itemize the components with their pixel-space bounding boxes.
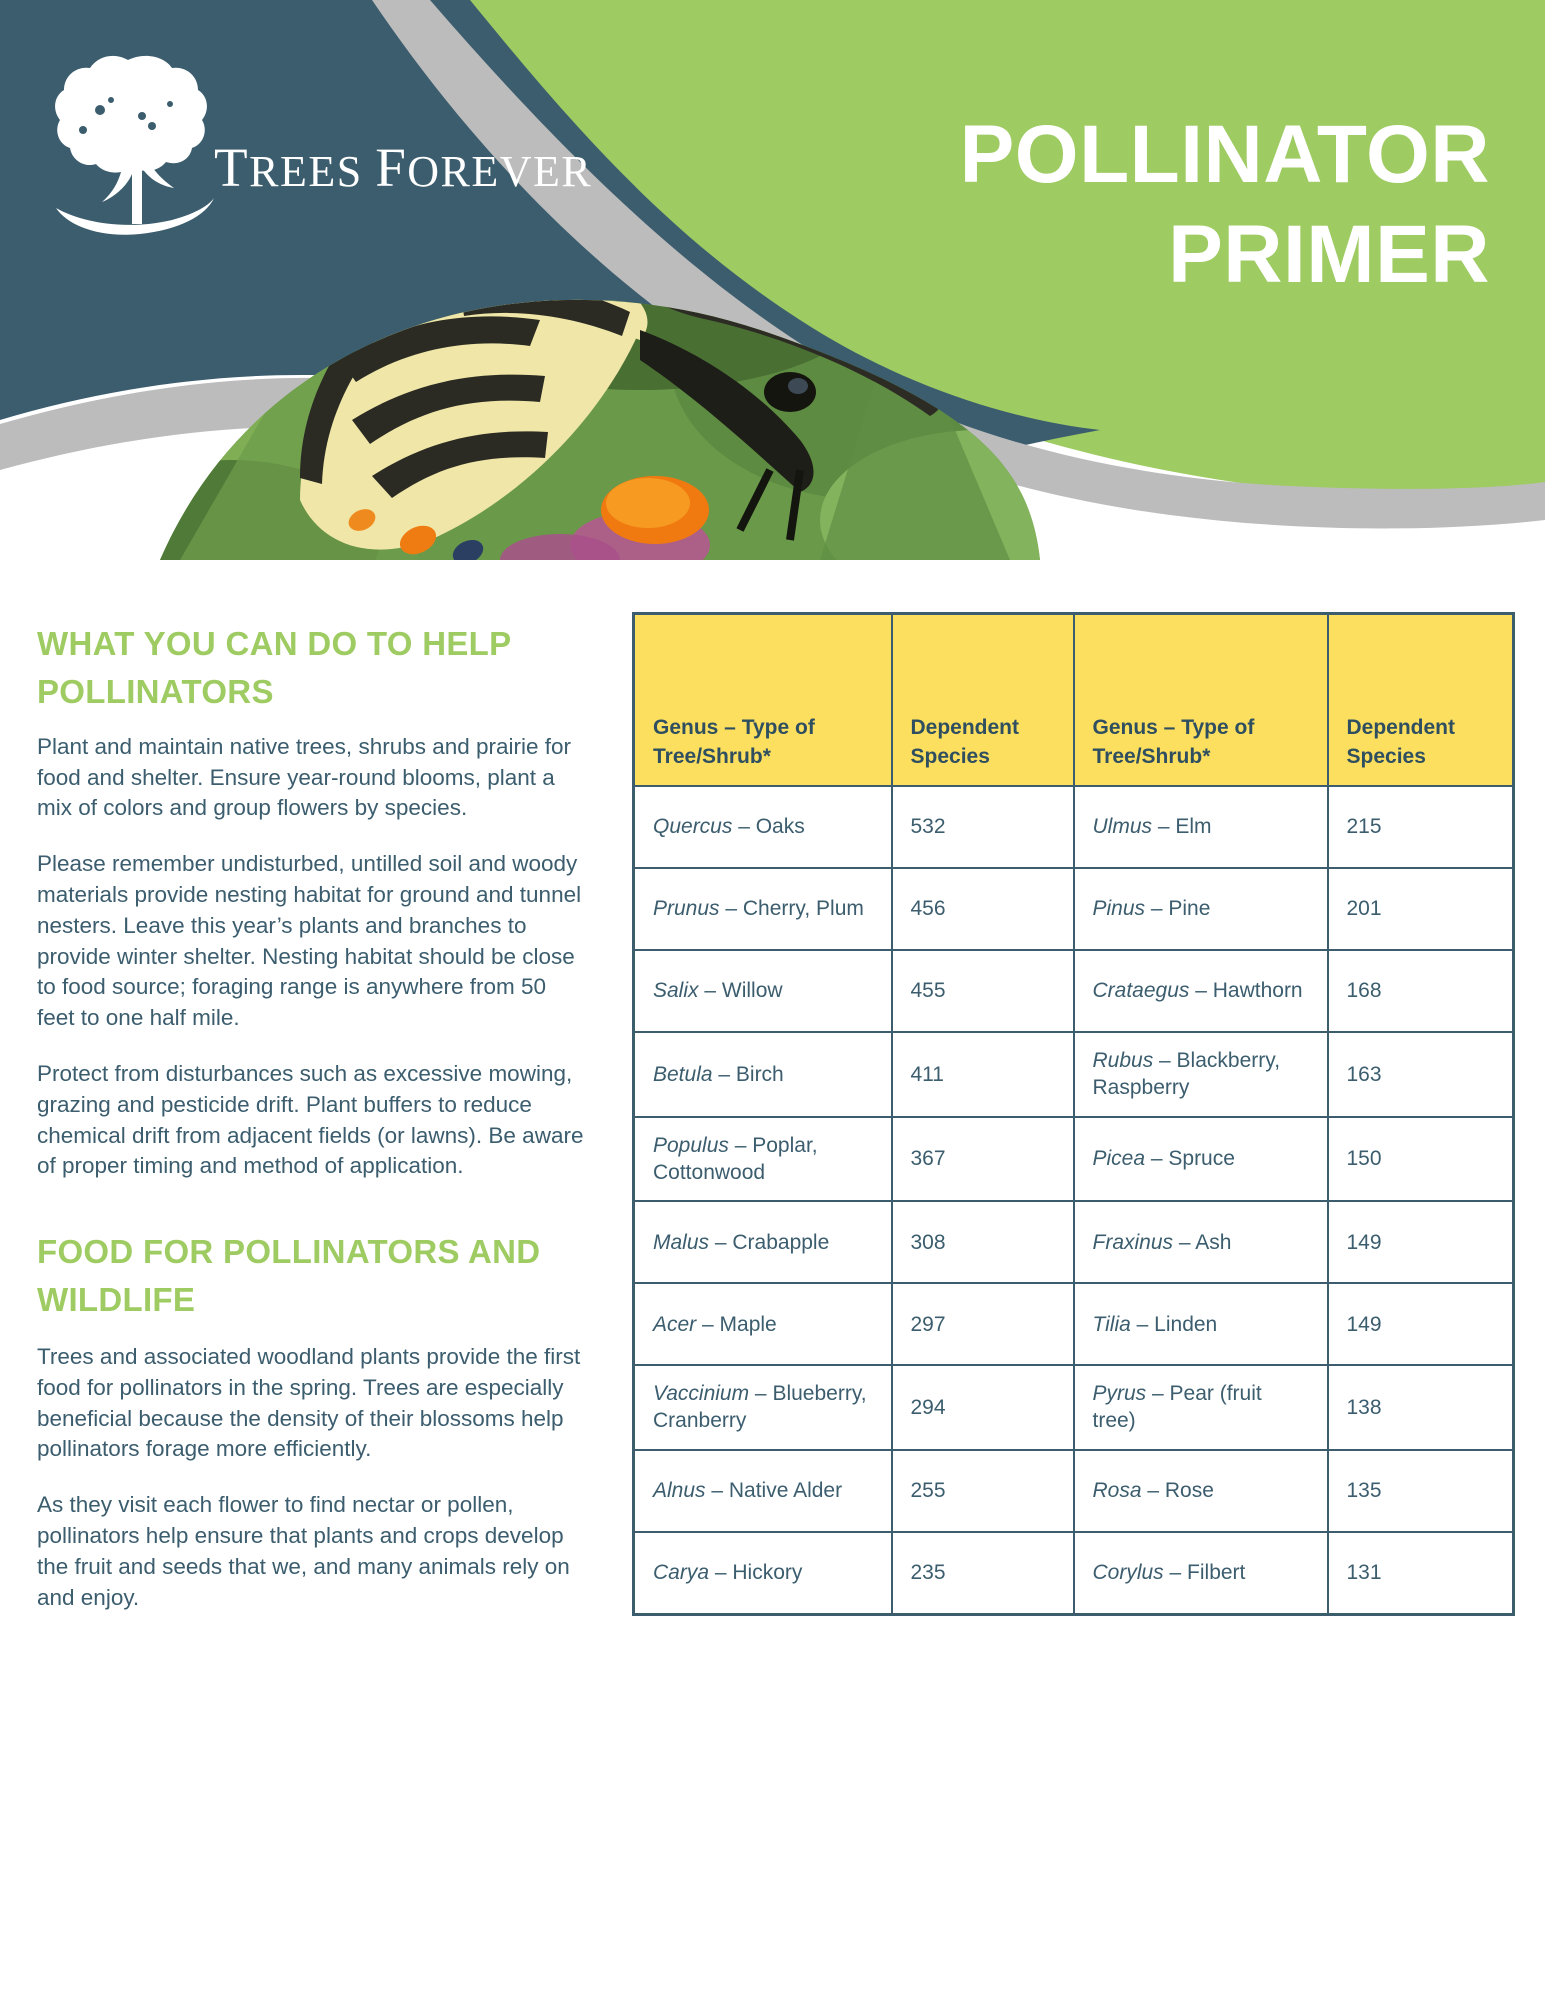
table-row <box>634 1032 1514 1117</box>
section-heading-what-you-can-do: WHAT YOU CAN DO TO HELP POLLINATORS <box>37 625 511 710</box>
cell-count-right: 135 <box>1328 1450 1514 1532</box>
cell-count-right: 168 <box>1328 950 1514 1032</box>
cell-count-right: 131 <box>1328 1532 1514 1615</box>
genus-name: Tilia <box>1092 1312 1131 1336</box>
table-row <box>634 1450 1514 1532</box>
cell-genus-right: Rosa – Rose <box>1074 1450 1328 1532</box>
cell-genus-right: Fraxinus – Ash <box>1074 1201 1328 1283</box>
cell-count-left: 411 <box>892 1032 1074 1117</box>
column-header-genus-right: Genus – Type of Tree/Shrub* <box>1074 614 1328 787</box>
dependent-species-table-wrapper <box>632 612 1512 1616</box>
cell-genus-left: Vaccinium – Blueberry, Cranberry <box>634 1365 892 1450</box>
genus-name: Alnus <box>653 1479 706 1503</box>
genus-name: Fraxinus <box>1092 1230 1174 1254</box>
cell-genus-left: Malus – Crabapple <box>634 1201 892 1283</box>
cell-genus-right: Pinus – Pine <box>1074 868 1328 950</box>
table-row <box>634 1201 1514 1283</box>
table-row <box>634 786 1514 868</box>
genus-name: Acer <box>653 1312 697 1336</box>
dependent-species-table <box>632 612 1515 1616</box>
genus-name: Rubus <box>1092 1049 1154 1072</box>
genus-name: Malus <box>653 1230 710 1254</box>
cell-count-left: 455 <box>892 950 1074 1032</box>
cell-genus-left: Populus – Poplar, Cottonwood <box>634 1117 892 1202</box>
left-text-column <box>37 620 585 1638</box>
trees-forever-logo <box>38 48 593 248</box>
page-header-banner <box>0 0 1545 560</box>
cell-count-left: 308 <box>892 1201 1074 1283</box>
cell-genus-left: Acer – Maple <box>634 1283 892 1365</box>
genus-name: Carya <box>653 1561 710 1585</box>
genus-name: Pyrus <box>1092 1382 1147 1406</box>
logo-text-trees: REES <box>249 147 363 196</box>
table-row <box>634 868 1514 950</box>
logo-wordmark: TREES FOREVER <box>214 137 593 198</box>
page-title <box>630 105 1490 305</box>
cell-genus-right: Picea – Spruce <box>1074 1117 1328 1202</box>
cell-genus-left: Prunus – Cherry, Plum <box>634 868 892 950</box>
cell-count-left: 367 <box>892 1117 1074 1202</box>
section-heading-food-for-pollinators: FOOD FOR POLLINATORS AND WILDLIFE <box>37 1233 541 1319</box>
genus-name: Salix <box>653 979 699 1003</box>
genus-name: Pinus <box>1092 897 1146 921</box>
table-row <box>634 1365 1514 1450</box>
cell-count-right: 149 <box>1328 1283 1514 1365</box>
logo-text-forever: OREVER <box>407 147 593 196</box>
genus-name: Corylus <box>1092 1561 1164 1585</box>
table-row <box>634 1532 1514 1615</box>
cell-genus-left: Betula – Birch <box>634 1032 892 1117</box>
table-row <box>634 1283 1514 1365</box>
genus-name: Betula <box>653 1062 713 1086</box>
cell-count-right: 215 <box>1328 786 1514 868</box>
cell-genus-right: Rubus – Blackberry, Raspberry <box>1074 1032 1328 1117</box>
cell-count-right: 163 <box>1328 1032 1514 1117</box>
cell-genus-right: Crataegus – Hawthorn <box>1074 950 1328 1032</box>
genus-name: Quercus <box>653 815 733 839</box>
page-title-line1: POLLINATOR <box>959 109 1490 200</box>
cell-count-left: 456 <box>892 868 1074 950</box>
cell-genus-left: Quercus – Oaks <box>634 786 892 868</box>
cell-genus-right: Ulmus – Elm <box>1074 786 1328 868</box>
column-header-dependent-species-left: Dependent Species <box>892 614 1074 787</box>
cell-count-right: 138 <box>1328 1365 1514 1450</box>
cell-count-left: 532 <box>892 786 1074 868</box>
cell-count-left: 235 <box>892 1532 1074 1615</box>
genus-name: Ulmus <box>1092 815 1153 839</box>
paragraph-visit-each-flower: As they visit each flower to find nectar or pollen, pollinators help ensure that plants and crops develop the fruit and seeds that we, and many animals rely on and enjoy. <box>37 1492 570 1610</box>
cell-count-right: 149 <box>1328 1201 1514 1283</box>
cell-count-right: 150 <box>1328 1117 1514 1202</box>
paragraph-plant-and-maintain: Plant and maintain native trees, shrubs and prairie for food and shelter. Ensure year-round blooms, plant a mix of colors and group flowers by species. <box>37 733 572 821</box>
genus-name: Prunus <box>653 897 720 921</box>
cell-genus-right: Pyrus – Pear (fruit tree) <box>1074 1365 1328 1450</box>
column-header-genus-left: Genus – Type of Tree/Shrub* <box>634 614 892 787</box>
column-header-dependent-species-right: Dependent Species <box>1328 614 1514 787</box>
genus-name: Populus <box>653 1133 729 1157</box>
cell-count-left: 297 <box>892 1283 1074 1365</box>
cell-genus-left: Carya – Hickory <box>634 1532 892 1615</box>
cell-genus-right: Tilia – Linden <box>1074 1283 1328 1365</box>
cell-count-left: 255 <box>892 1450 1074 1532</box>
paragraph-protect-from-disturbances: Protect from disturbances such as excessive mowing, grazing and pesticide drift. Plant buffers to reduce chemical drift from adjacent fields (or lawns). Be aware of proper timing and method of application. <box>37 1061 584 1179</box>
cell-count-left: 294 <box>892 1365 1074 1450</box>
table-row <box>634 950 1514 1032</box>
cell-genus-left: Salix – Willow <box>634 950 892 1032</box>
table-header-row <box>634 614 1514 787</box>
tree-icon <box>38 48 218 238</box>
genus-name: Rosa <box>1092 1479 1142 1503</box>
table-body <box>634 786 1514 1614</box>
genus-name: Picea <box>1092 1147 1146 1171</box>
paragraph-nesting-habitat: Please remember undisturbed, untilled soil and woody materials provide nesting habitat for ground and tunnel nesters. Leave this year’s plants and branches to provide winter shelter. Nesting habitat should be close to food source; foraging range is anywhere from 50 feet to one half mile. <box>37 851 582 1031</box>
genus-name: Vaccinium <box>653 1382 750 1406</box>
table-row <box>634 1117 1514 1202</box>
genus-name: Crataegus <box>1092 979 1190 1003</box>
cell-count-right: 201 <box>1328 868 1514 950</box>
paragraph-trees-first-food: Trees and associated woodland plants provide the first food for pollinators in the spring. Trees are especially beneficial because the density of their blossoms help pollinators forage more efficiently. <box>37 1343 581 1462</box>
cell-genus-left: Alnus – Native Alder <box>634 1450 892 1532</box>
page-title-line2: PRIMER <box>1168 209 1490 301</box>
cell-genus-right: Corylus – Filbert <box>1074 1532 1328 1615</box>
